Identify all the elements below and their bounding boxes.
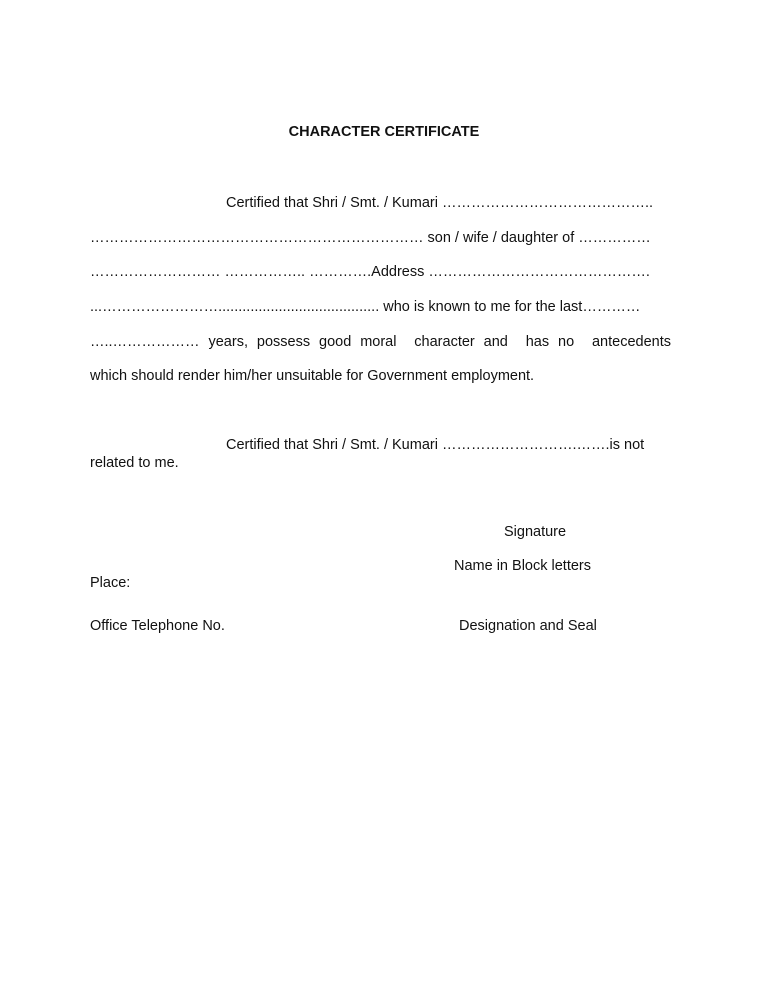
para1-line3: ……………………… …………….. ………….Address ……………………………………….: [90, 264, 650, 280]
document-title: CHARACTER CERTIFICATE: [288, 124, 480, 140]
para1-line5: …..……………… years, possess good moral character and has no antecedents: [90, 334, 671, 350]
designation-seal-label: Designation and Seal: [459, 618, 597, 634]
para1-line6: which should render him/her unsuitable for Government employment.: [90, 368, 535, 384]
signature-label: Signature: [504, 524, 567, 540]
para2-line1: Certified that Shri / Smt. / Kumari ……………………….…….is not: [226, 437, 645, 453]
place-label: Place:: [90, 575, 131, 591]
office-telephone-label: Office Telephone No.: [90, 618, 225, 634]
para1-line1: Certified that Shri / Smt. / Kumari ……………………………………..: [226, 195, 654, 211]
para1-line2: …………………………………………………………… son / wife / daughter of ……………: [90, 230, 651, 246]
name-block-letters-label: Name in Block letters: [454, 558, 591, 574]
para1-line4: ...……………………........................................ who is known to me for the last…………: [90, 299, 641, 315]
para2-line2: related to me.: [90, 455, 179, 471]
